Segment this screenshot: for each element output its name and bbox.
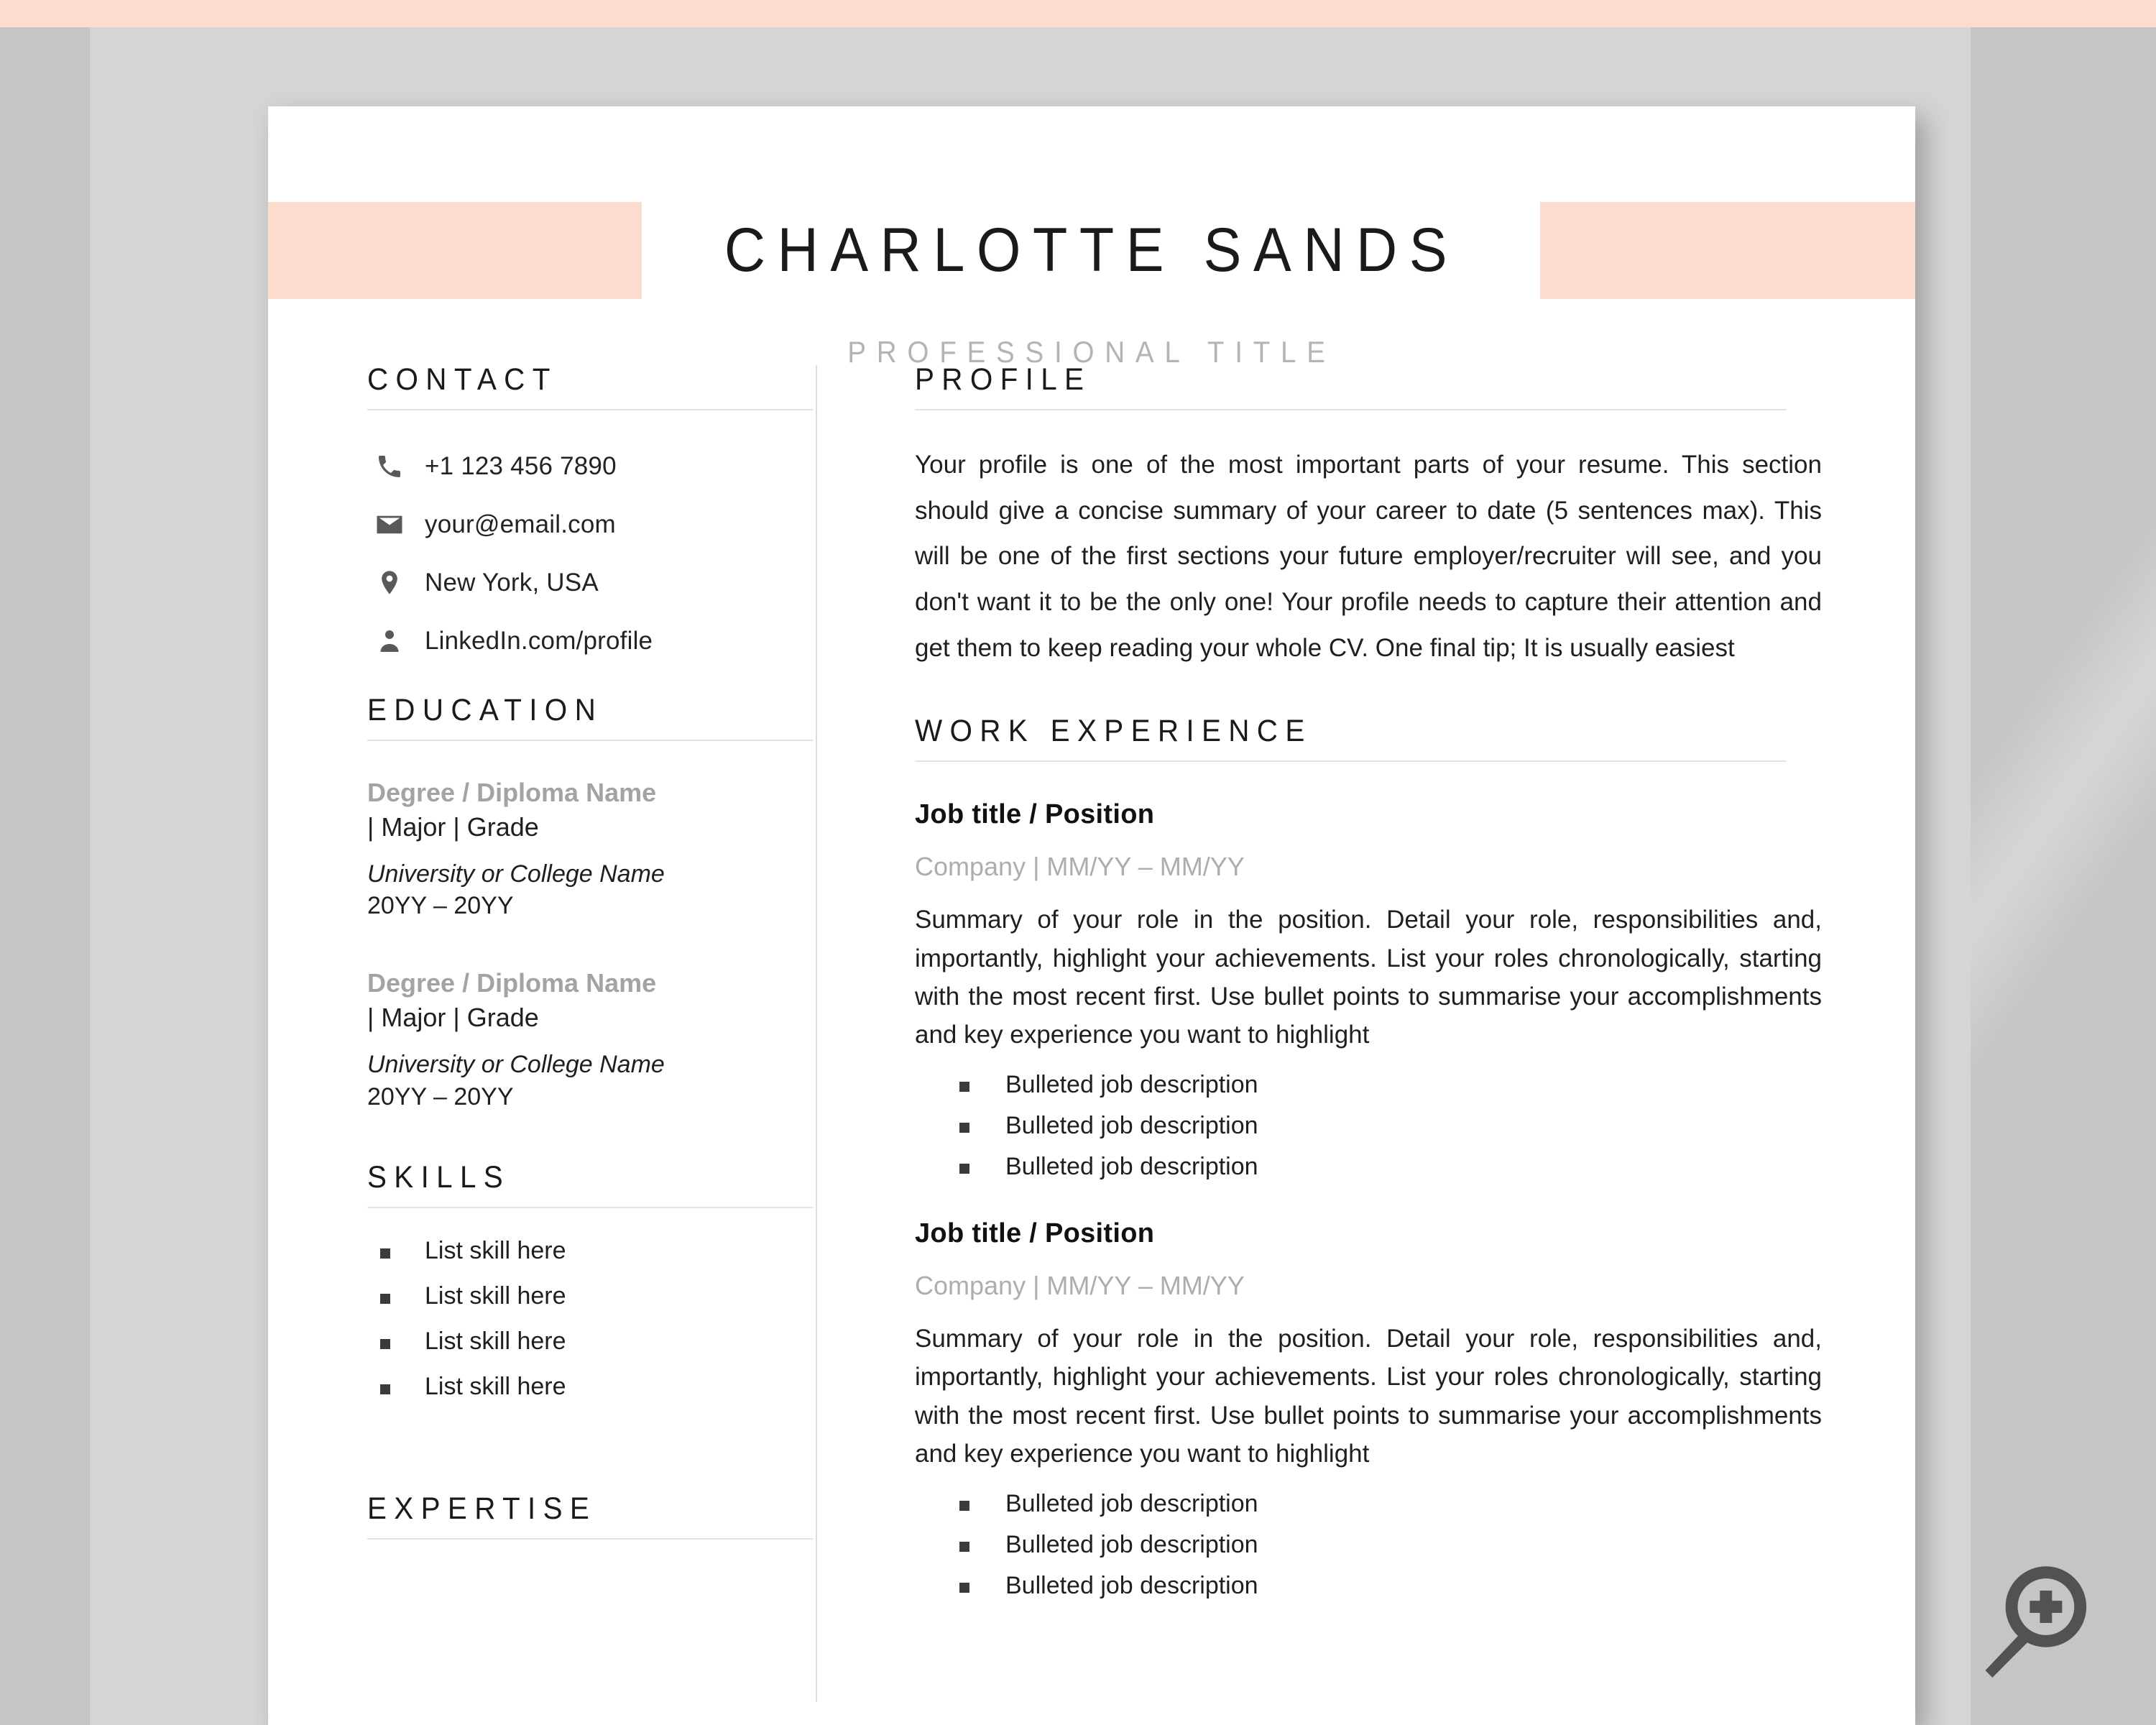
list-item [367,1373,796,1401]
main-column [818,362,1915,1613]
job-company-and-dates: Company | MM/YY – MM/YY [915,1271,1245,1301]
square-bullet-icon [959,1583,969,1593]
person-icon [367,627,412,656]
skill-label: List skill here [425,1327,566,1355]
square-bullet-icon [959,1501,969,1511]
job-company-and-dates: Company | MM/YY – MM/YY [915,852,1245,882]
job-bullet-list [915,1490,1822,1600]
skills-section [367,1160,796,1401]
education-years: 20YY – 20YY [367,892,514,920]
resume-header [268,106,1915,369]
candidate-job-title: PROFESSIONAL TITLE [847,335,1336,369]
contact-row-phone[interactable] [367,451,796,482]
job-entry [915,1218,1822,1600]
job-title: Job title / Position [915,799,1155,830]
square-bullet-icon [380,1339,390,1349]
education-entry [367,966,796,1112]
phone-icon [367,452,412,481]
section-heading-work-experience: WORK EXPERIENCE [915,714,1787,762]
section-heading-contact: CONTACT [367,362,813,410]
list-item [915,1153,1822,1181]
profile-paragraph: Your profile is one of the most important parts of your resume. This section should give a concise summary of your career to date (5 sentences max). This will be one of the first sections your future employer/recruiter will see, and you don't want it to be the only one! Your profile needs to capture their attention and get them to keep reading your whole CV. One final tip; It is usually easiest [915,451,1822,662]
contact-phone-value: +1 123 456 7890 [425,452,617,480]
job-bullet-label: Bulleted job description [1005,1153,1258,1181]
list-item [915,1572,1822,1600]
contact-location-value: New York, USA [425,569,599,597]
list-item [915,1112,1822,1140]
resume-body [268,344,1915,1613]
section-heading-education: EDUCATION [367,693,813,741]
contact-linkedin-value: LinkedIn.com/profile [425,627,653,655]
skill-label: List skill here [425,1236,566,1264]
section-heading-profile: PROFILE [915,362,1787,410]
education-entry [367,776,796,921]
job-summary: Summary of your role in the position. Detail your role, responsibilities and, importantly, highlight your achievements. List your roles chronologically, starting with the most recent first. Use bullet points to summarise your accomplishments and key experience you want to highlight [915,906,1822,1049]
section-heading-skills: SKILLS [367,1160,813,1208]
square-bullet-icon [380,1384,390,1394]
education-major: | Major | Grade [367,811,539,842]
zoom-in-magnifier-icon[interactable] [1969,1558,2099,1688]
skills-list [367,1237,796,1401]
square-bullet-icon [959,1082,969,1092]
contact-row-email[interactable] [367,509,796,540]
job-bullet-label: Bulleted job description [1005,1571,1258,1599]
list-item [367,1282,796,1310]
backdrop-sheen [1971,27,2156,1725]
job-bullet-list [915,1071,1822,1181]
square-bullet-icon [380,1294,390,1304]
job-bullet-label: Bulleted job description [1005,1071,1258,1099]
candidate-name: CHARLOTTE SANDS [724,216,1460,285]
education-section [367,693,796,1113]
location-pin-icon [367,569,412,597]
square-bullet-icon [380,1248,390,1259]
resume-page [268,106,1915,1725]
square-bullet-icon [959,1123,969,1133]
skill-label: List skill here [425,1282,566,1310]
contact-list [367,451,796,657]
envelope-icon [367,510,412,540]
education-degree: Degree / Diploma Name [367,778,657,807]
work-experience-section [915,714,1822,1600]
job-bullet-label: Bulleted job description [1005,1489,1258,1517]
section-heading-expertise: EXPERTISE [367,1491,813,1540]
job-summary: Summary of your role in the position. Detail your role, responsibilities and, importantly, highlight your achievements. List your roles chronologically, starting with the most recent first. Use bullet points to summarise your accomplishments and key experience you want to highlight [915,1325,1822,1468]
skill-label: List skill here [425,1372,566,1400]
expertise-section [367,1491,796,1540]
contact-row-location[interactable] [367,567,796,599]
job-title: Job title / Position [915,1218,1155,1249]
list-item [367,1328,796,1356]
sidebar-column [268,362,818,1613]
contact-email-value: your@email.com [425,510,616,538]
backdrop-band-left [0,27,90,1725]
education-years: 20YY – 20YY [367,1082,514,1110]
list-item [915,1490,1822,1518]
education-major: | Major | Grade [367,1002,539,1032]
job-entry [915,799,1822,1181]
square-bullet-icon [959,1164,969,1174]
contact-row-linkedin[interactable] [367,625,796,657]
top-accent-strip [0,0,2156,27]
list-item [367,1237,796,1265]
column-divider [816,365,817,1702]
education-degree: Degree / Diploma Name [367,968,657,998]
education-school: University or College Name [367,860,665,888]
education-school: University or College Name [367,1051,665,1079]
job-bullet-label: Bulleted job description [1005,1112,1258,1140]
job-bullet-label: Bulleted job description [1005,1530,1258,1558]
list-item [915,1071,1822,1099]
list-item [915,1531,1822,1559]
square-bullet-icon [959,1542,969,1552]
